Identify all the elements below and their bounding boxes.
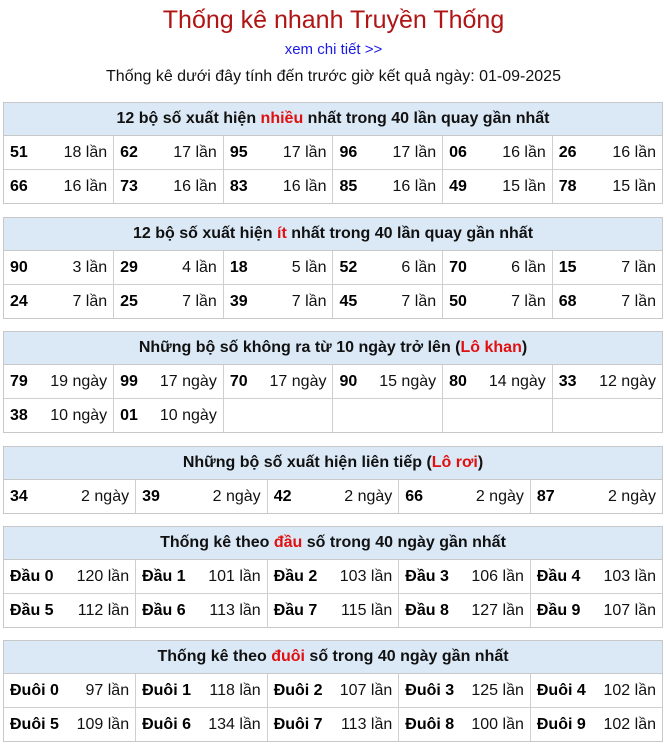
stat-cell <box>552 251 662 285</box>
stat-count: 101 lần <box>208 567 261 585</box>
stat-number: 85 <box>339 177 358 195</box>
stats-table <box>4 136 662 203</box>
stat-count: 102 lần <box>603 715 656 733</box>
stat-number: 78 <box>558 177 577 195</box>
stat-number: Đầu 6 <box>142 601 186 619</box>
section-heading: 12 bộ số xuất hiện ít nhất trong 40 lần quay gần nhất <box>4 218 662 251</box>
stat-cell <box>267 594 399 628</box>
stat-cell <box>136 594 268 628</box>
stat-number: Đuôi 3 <box>405 681 455 699</box>
lo-khan-section <box>3 331 663 433</box>
section-heading: 12 bộ số xuất hiện nhiều nhất trong 40 lần quay gần nhất <box>4 103 662 136</box>
stat-number: 66 <box>405 487 424 505</box>
stat-cell <box>136 560 268 594</box>
stat-number: Đầu 9 <box>536 601 581 619</box>
stat-count: 17 lần <box>173 143 217 161</box>
stat-count: 18 lần <box>63 143 108 161</box>
stat-number: 99 <box>120 372 138 390</box>
stat-count: 2 ngày <box>475 487 524 505</box>
stat-cell <box>443 251 553 285</box>
stat-cell <box>530 560 662 594</box>
stat-count: 6 lần <box>511 258 546 276</box>
stat-count: 127 lần <box>471 601 524 619</box>
stats-table <box>4 674 662 741</box>
stat-count: 109 lần <box>76 715 130 733</box>
stat-cell <box>530 708 662 742</box>
stat-cell <box>399 560 531 594</box>
stat-cell <box>4 136 114 170</box>
table-row <box>4 560 662 594</box>
stat-count: 100 lần <box>471 715 524 733</box>
stat-cell <box>530 480 662 513</box>
date-note: Thống kê dưới đây tính đến trước giờ kết quả ngày: 01-09-2025 <box>106 68 561 85</box>
stat-cell <box>223 251 333 285</box>
stat-number: 33 <box>558 372 577 390</box>
stat-cell <box>443 399 553 433</box>
section-heading: Những bộ số không ra từ 10 ngày trở lên (Lô khan) <box>4 332 662 365</box>
stat-cell <box>4 560 136 594</box>
stat-count: 7 lần <box>621 292 656 310</box>
stat-number: Đầu 7 <box>273 601 318 619</box>
stat-number: Đầu 8 <box>405 601 449 619</box>
stat-number: 38 <box>10 406 28 424</box>
stat-number: 80 <box>449 372 467 390</box>
stat-count: 113 lần <box>340 715 393 733</box>
stat-number: 01 <box>120 406 138 424</box>
stat-cell <box>530 674 662 708</box>
least-frequent-section <box>3 217 663 319</box>
stat-count: 17 lần <box>282 143 327 161</box>
stat-count: 4 lần <box>182 258 217 276</box>
stat-cell <box>333 170 443 204</box>
stat-number: 70 <box>449 258 467 276</box>
stat-cell <box>552 136 662 170</box>
stat-number: 73 <box>120 177 138 195</box>
stat-count: 17 ngày <box>269 372 327 390</box>
stat-number: Đuôi 1 <box>142 681 191 699</box>
stat-count: 5 lần <box>291 258 327 276</box>
stat-count: 113 lần <box>209 601 261 619</box>
stat-cell <box>399 594 531 628</box>
stat-cell <box>267 480 399 513</box>
stat-cell <box>4 285 114 319</box>
stat-cell <box>114 285 224 319</box>
stat-number: 29 <box>120 258 138 276</box>
stat-cell <box>443 365 553 399</box>
stat-cell <box>443 170 553 204</box>
stat-number: 96 <box>339 143 358 161</box>
lo-roi-section <box>3 446 663 514</box>
stat-number: Đuôi 7 <box>273 715 323 733</box>
stat-count: 16 lần <box>173 177 217 195</box>
stat-cell <box>4 594 136 628</box>
stat-cell <box>4 170 114 204</box>
stat-count: 102 lần <box>603 681 656 699</box>
stat-count: 107 lần <box>339 681 393 699</box>
stats-table <box>4 480 662 513</box>
stat-number: Đầu 4 <box>536 567 581 585</box>
stat-count: 134 lần <box>208 715 261 733</box>
stat-count: 15 lần <box>612 177 656 195</box>
section-heading: Những bộ số xuất hiện liên tiếp (Lô rơi) <box>4 447 662 480</box>
stat-number: 62 <box>120 143 138 161</box>
stat-count: 16 lần <box>63 177 108 195</box>
stat-number: 90 <box>339 372 358 390</box>
stat-number: Đuôi 0 <box>10 681 59 699</box>
detail-link[interactable]: xem chi tiết >> <box>284 41 383 58</box>
stat-cell <box>114 251 224 285</box>
stat-count: 16 lần <box>392 177 437 195</box>
stat-number: 70 <box>229 372 248 390</box>
stat-cell <box>136 674 268 708</box>
stat-count: 10 ngày <box>50 406 108 424</box>
stat-count: 115 lần <box>340 601 393 619</box>
stat-cell <box>399 708 531 742</box>
stat-cell <box>223 399 333 433</box>
stat-count: 7 lần <box>72 292 108 310</box>
stats-table <box>4 251 662 318</box>
stat-number: 68 <box>558 292 577 310</box>
stat-count: 2 ngày <box>607 487 656 505</box>
stat-count: 7 lần <box>511 292 546 310</box>
stat-number: 52 <box>339 258 358 276</box>
stat-number: Đầu 3 <box>405 567 449 585</box>
table-row <box>4 708 662 742</box>
stat-cell <box>136 480 268 513</box>
stat-number: Đầu 2 <box>273 567 318 585</box>
stat-cell <box>4 674 136 708</box>
stat-cell <box>4 708 136 742</box>
stat-number: Đầu 1 <box>142 567 186 585</box>
table-row <box>4 285 662 319</box>
stat-number: Đuôi 5 <box>10 715 59 733</box>
stat-cell <box>443 285 553 319</box>
stat-number: 50 <box>449 292 467 310</box>
stat-cell <box>223 170 333 204</box>
stat-number: Đầu 5 <box>10 601 54 619</box>
detail-link-wrap <box>0 40 667 60</box>
stat-cell <box>114 399 224 433</box>
table-row <box>4 399 662 433</box>
stat-count: 7 lần <box>621 258 656 276</box>
table-row <box>4 136 662 170</box>
table-row <box>4 674 662 708</box>
stat-number: Đuôi 6 <box>142 715 191 733</box>
stat-cell <box>333 285 443 319</box>
duoi-section <box>3 640 663 742</box>
stat-number: 18 <box>229 258 248 276</box>
stat-cell <box>4 399 114 433</box>
stat-count: 10 ngày <box>159 406 217 424</box>
stat-cell <box>552 170 662 204</box>
stat-cell <box>267 560 399 594</box>
stat-count: 17 ngày <box>159 372 217 390</box>
table-row <box>4 251 662 285</box>
stat-number: 51 <box>10 143 28 161</box>
dau-section <box>3 526 663 628</box>
stat-count: 97 lần <box>85 681 130 699</box>
stat-number: 87 <box>536 487 555 505</box>
stats-table <box>4 560 662 627</box>
stat-count: 103 lần <box>603 567 656 585</box>
stat-count: 14 ngày <box>488 372 546 390</box>
stat-cell <box>399 480 531 513</box>
stat-count: 2 ngày <box>212 487 261 505</box>
stat-cell <box>552 399 662 433</box>
stat-count: 16 lần <box>612 143 656 161</box>
stat-number: 95 <box>229 143 248 161</box>
stat-cell <box>552 285 662 319</box>
table-row <box>4 365 662 399</box>
stat-count: 103 lần <box>339 567 393 585</box>
stat-cell <box>333 251 443 285</box>
stat-count: 7 lần <box>182 292 217 310</box>
stat-number: 26 <box>558 143 577 161</box>
stat-count: 112 lần <box>77 601 130 619</box>
table-row <box>4 480 662 513</box>
stat-count: 17 lần <box>392 143 437 161</box>
stat-count: 118 lần <box>209 681 261 699</box>
section-heading: Thống kê theo đầu số trong 40 ngày gần nhất <box>4 527 662 560</box>
stat-cell <box>333 399 443 433</box>
stat-count: 16 lần <box>282 177 327 195</box>
stat-number: 66 <box>10 177 28 195</box>
stat-count: 12 ngày <box>599 372 656 390</box>
stat-cell <box>399 674 531 708</box>
stat-cell <box>4 480 136 513</box>
stat-count: 120 lần <box>76 567 130 585</box>
stat-number: 25 <box>120 292 138 310</box>
stat-cell <box>4 365 114 399</box>
stat-count: 2 ngày <box>344 487 393 505</box>
stat-number: 42 <box>273 487 292 505</box>
stat-cell <box>136 708 268 742</box>
stat-number: Đuôi 2 <box>273 681 323 699</box>
stat-number: Đầu 0 <box>10 567 54 585</box>
stat-count: 125 lần <box>471 681 524 699</box>
stat-number: 90 <box>10 258 28 276</box>
stat-count: 19 ngày <box>50 372 108 390</box>
stats-table <box>4 365 662 432</box>
stat-count: 106 lần <box>471 567 524 585</box>
stat-cell <box>114 136 224 170</box>
stat-count: 6 lần <box>401 258 437 276</box>
stat-number: 79 <box>10 372 28 390</box>
stat-cell <box>223 136 333 170</box>
stat-cell <box>333 136 443 170</box>
page-title: Thống kê nhanh Truyền Thống <box>162 6 505 34</box>
stat-count: 15 ngày <box>379 372 437 390</box>
table-row <box>4 594 662 628</box>
stat-count: 3 lần <box>72 258 108 276</box>
stat-number: 83 <box>229 177 248 195</box>
most-frequent-section <box>3 102 663 204</box>
stat-count: 15 lần <box>502 177 546 195</box>
stat-cell <box>267 674 399 708</box>
stat-cell <box>223 365 333 399</box>
stat-number: 49 <box>449 177 467 195</box>
stat-cell <box>223 285 333 319</box>
table-row <box>4 170 662 204</box>
stat-cell <box>443 136 553 170</box>
stat-number: 06 <box>449 143 467 161</box>
stat-count: 7 lần <box>291 292 327 310</box>
stat-number: 39 <box>142 487 160 505</box>
stat-cell <box>267 708 399 742</box>
section-heading: Thống kê theo đuôi số trong 40 ngày gần nhất <box>4 641 662 674</box>
stat-count: 107 lần <box>603 601 656 619</box>
stat-number: Đuôi 8 <box>405 715 455 733</box>
stat-cell <box>530 594 662 628</box>
stat-cell <box>4 251 114 285</box>
stat-number: 24 <box>10 292 28 310</box>
stat-cell <box>114 365 224 399</box>
stat-count: 7 lần <box>401 292 437 310</box>
stat-number: 34 <box>10 487 28 505</box>
stat-count: 16 lần <box>502 143 546 161</box>
stat-cell <box>114 170 224 204</box>
stat-cell <box>333 365 443 399</box>
stat-count: 2 ngày <box>81 487 130 505</box>
stat-cell <box>552 365 662 399</box>
stat-number: 15 <box>558 258 577 276</box>
stat-number: 39 <box>229 292 248 310</box>
stat-number: Đuôi 9 <box>536 715 586 733</box>
stat-number: 45 <box>339 292 358 310</box>
stat-number: Đuôi 4 <box>536 681 586 699</box>
